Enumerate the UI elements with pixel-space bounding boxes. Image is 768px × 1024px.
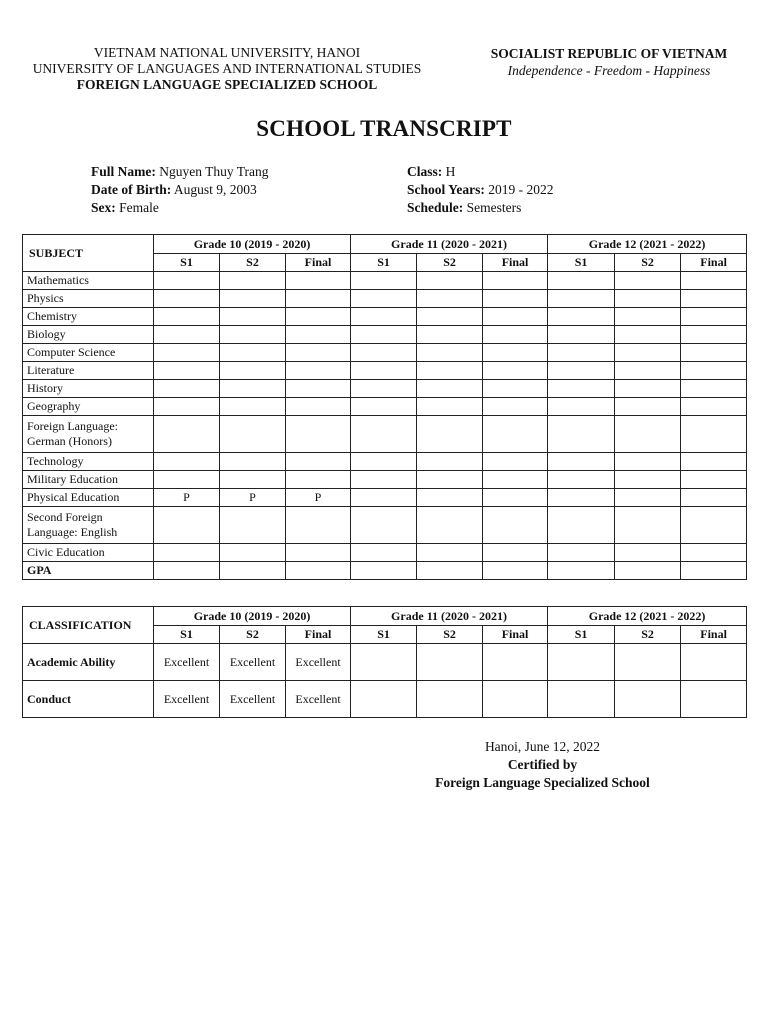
issuer-university: VIETNAM NATIONAL UNIVERSITY, HANOI xyxy=(93,45,361,60)
grade-cell xyxy=(548,416,615,453)
grade-cell xyxy=(286,326,351,344)
schedule-value: Semesters xyxy=(466,200,522,215)
grade-cell xyxy=(681,344,747,362)
classification-cell xyxy=(351,644,417,681)
dob-label: Date of Birth: xyxy=(91,182,172,197)
grade-cell xyxy=(548,326,615,344)
grade-cell xyxy=(548,489,615,507)
period-header: Final xyxy=(286,626,351,644)
grade-cell xyxy=(220,272,286,290)
grade-cell xyxy=(483,507,548,544)
grade-cell xyxy=(417,290,483,308)
classification-cell xyxy=(548,644,615,681)
subject-row xyxy=(23,290,747,308)
grade-cell xyxy=(220,362,286,380)
subject-name: Foreign Language: German (Honors) xyxy=(23,416,154,453)
grade-cell xyxy=(220,380,286,398)
period-header: S2 xyxy=(615,254,681,272)
grade-cell xyxy=(548,308,615,326)
grade-cell xyxy=(681,398,747,416)
grade-cell xyxy=(351,398,417,416)
grades-table xyxy=(22,234,747,580)
grade-cell xyxy=(681,416,747,453)
grade-cell xyxy=(615,380,681,398)
grade-cell: P xyxy=(286,489,351,507)
classification-body xyxy=(23,644,747,718)
subject-name: Mathematics xyxy=(23,272,154,290)
grade-cell xyxy=(483,380,548,398)
period-header: S1 xyxy=(154,626,220,644)
grade-cell xyxy=(286,416,351,453)
grade-cell xyxy=(351,272,417,290)
grade-cell xyxy=(615,471,681,489)
classification-cell xyxy=(417,644,483,681)
grade-cell xyxy=(681,380,747,398)
grade-cell xyxy=(417,453,483,471)
grade-cell xyxy=(483,398,548,416)
grade-cell xyxy=(681,362,747,380)
grade-cell xyxy=(548,453,615,471)
grade-cell xyxy=(154,290,220,308)
grades-body xyxy=(23,272,747,580)
grade-cell xyxy=(615,489,681,507)
grade-cell xyxy=(351,544,417,562)
grade-cell xyxy=(154,344,220,362)
grade-cell xyxy=(483,362,548,380)
national-header xyxy=(478,45,740,79)
classification-label: Academic Ability xyxy=(23,644,154,681)
grade-cell xyxy=(548,471,615,489)
grade-cell xyxy=(351,507,417,544)
classification-header: CLASSIFICATION xyxy=(23,607,154,644)
classification-cell xyxy=(681,681,747,718)
gpa-cell xyxy=(615,562,681,580)
gpa-cell xyxy=(154,562,220,580)
classification-cell: Excellent xyxy=(220,644,286,681)
class-grade-12-header: Grade 12 (2021 - 2022) xyxy=(548,607,747,626)
grade-cell xyxy=(417,416,483,453)
grade-cell xyxy=(154,272,220,290)
grade-cell xyxy=(351,380,417,398)
subject-name: Biology xyxy=(23,326,154,344)
period-header: S1 xyxy=(351,626,417,644)
grade-cell xyxy=(154,362,220,380)
period-header: S2 xyxy=(417,254,483,272)
grade-12-header: Grade 12 (2021 - 2022) xyxy=(548,235,747,254)
issuer-faculty: UNIVERSITY OF LANGUAGES AND INTERNATIONAL STUDIES xyxy=(32,61,422,76)
national-motto: Independence - Freedom - Happiness xyxy=(507,63,711,78)
grade-cell xyxy=(286,544,351,562)
class-grade-10-header: Grade 10 (2019 - 2020) xyxy=(154,607,351,626)
classification-cell xyxy=(483,644,548,681)
grade-cell xyxy=(154,398,220,416)
grade-cell xyxy=(483,290,548,308)
grade-cell xyxy=(154,380,220,398)
grade-cell xyxy=(286,471,351,489)
period-header: Final xyxy=(483,626,548,644)
gpa-row xyxy=(23,562,747,580)
period-header: S1 xyxy=(154,254,220,272)
grade-cell xyxy=(417,308,483,326)
grade-cell xyxy=(220,507,286,544)
grade-cell xyxy=(483,326,548,344)
full-name-value: Nguyen Thuy Trang xyxy=(159,164,269,179)
grade-cell xyxy=(483,272,548,290)
issuer-school: FOREIGN LANGUAGE SPECIALIZED SCHOOL xyxy=(76,77,378,92)
grade-cell xyxy=(615,544,681,562)
period-header: S1 xyxy=(548,254,615,272)
grade-cell xyxy=(615,290,681,308)
classification-cell: Excellent xyxy=(154,681,220,718)
grade-cell xyxy=(154,308,220,326)
grade-cell xyxy=(615,326,681,344)
grade-cell xyxy=(220,290,286,308)
grade-cell xyxy=(154,326,220,344)
grade-cell xyxy=(615,362,681,380)
classification-cell: Excellent xyxy=(154,644,220,681)
grade-cell xyxy=(351,416,417,453)
grade-11-header: Grade 11 (2020 - 2021) xyxy=(351,235,548,254)
grade-cell xyxy=(154,453,220,471)
subject-row xyxy=(23,471,747,489)
grade-cell xyxy=(417,489,483,507)
classification-cell xyxy=(681,644,747,681)
period-header: S2 xyxy=(220,254,286,272)
grade-cell xyxy=(681,544,747,562)
grade-cell xyxy=(548,344,615,362)
student-info-right xyxy=(407,163,554,217)
national-name: SOCIALIST REPUBLIC OF VIETNAM xyxy=(490,46,728,61)
grade-cell xyxy=(417,362,483,380)
grade-cell xyxy=(220,344,286,362)
sex-value: Female xyxy=(119,200,159,215)
class-value: H xyxy=(445,164,456,179)
grade-cell xyxy=(220,326,286,344)
full-name-label: Full Name: xyxy=(91,164,156,179)
dob-value: August 9, 2003 xyxy=(173,182,257,197)
grade-cell xyxy=(351,453,417,471)
gpa-cell xyxy=(286,562,351,580)
grade-cell xyxy=(681,507,747,544)
subject-row xyxy=(23,489,747,507)
subject-row xyxy=(23,380,747,398)
classification-cell: Excellent xyxy=(220,681,286,718)
class-label: Class: xyxy=(407,164,443,179)
grade-cell xyxy=(548,272,615,290)
grade-cell xyxy=(286,362,351,380)
sex-label: Sex: xyxy=(91,200,116,215)
grade-cell xyxy=(483,453,548,471)
subject-row xyxy=(23,416,747,453)
classification-cell xyxy=(548,681,615,718)
grade-cell xyxy=(351,308,417,326)
grade-cell xyxy=(154,544,220,562)
subject-name: Civic Education xyxy=(23,544,154,562)
grade-cell xyxy=(615,344,681,362)
grade-cell xyxy=(681,326,747,344)
issuer-header xyxy=(22,45,432,93)
period-header: S2 xyxy=(417,626,483,644)
classification-cell xyxy=(351,681,417,718)
grade-cell xyxy=(483,489,548,507)
subject-row xyxy=(23,544,747,562)
grade-cell xyxy=(681,453,747,471)
certifying-institution: Foreign Language Specialized School xyxy=(435,775,650,790)
grade-cell xyxy=(154,416,220,453)
student-info-left xyxy=(91,163,269,217)
grade-cell xyxy=(351,489,417,507)
grade-cell xyxy=(286,380,351,398)
gpa-cell xyxy=(220,562,286,580)
grade-cell xyxy=(417,326,483,344)
grade-cell: P xyxy=(154,489,220,507)
subject-name: History xyxy=(23,380,154,398)
gpa-cell xyxy=(351,562,417,580)
grade-cell xyxy=(548,380,615,398)
class-grade-11-header: Grade 11 (2020 - 2021) xyxy=(351,607,548,626)
grade-cell xyxy=(417,398,483,416)
classification-row xyxy=(23,681,747,718)
period-header: S1 xyxy=(351,254,417,272)
grade-cell xyxy=(548,398,615,416)
subject-row xyxy=(23,398,747,416)
period-header: Final xyxy=(681,626,747,644)
grade-cell xyxy=(220,471,286,489)
grade-cell xyxy=(154,507,220,544)
gpa-label: GPA xyxy=(23,562,154,580)
classification-label: Conduct xyxy=(23,681,154,718)
grade-cell xyxy=(351,326,417,344)
grade-cell xyxy=(548,362,615,380)
grade-cell xyxy=(351,471,417,489)
classification-cell: Excellent xyxy=(286,644,351,681)
subject-name: Geography xyxy=(23,398,154,416)
grade-cell: P xyxy=(220,489,286,507)
classification-table xyxy=(22,606,747,718)
signature-block xyxy=(390,738,695,792)
grade-cell xyxy=(483,416,548,453)
grade-cell xyxy=(351,362,417,380)
grade-cell xyxy=(615,507,681,544)
grade-cell xyxy=(286,308,351,326)
classification-row xyxy=(23,644,747,681)
grade-cell xyxy=(286,290,351,308)
classification-cell xyxy=(615,644,681,681)
gpa-cell xyxy=(681,562,747,580)
schedule-label: Schedule: xyxy=(407,200,464,215)
grade-cell xyxy=(417,344,483,362)
grade-cell xyxy=(286,272,351,290)
period-header: S1 xyxy=(548,626,615,644)
subject-row xyxy=(23,507,747,544)
grade-cell xyxy=(220,416,286,453)
grade-cell xyxy=(417,507,483,544)
grade-cell xyxy=(286,453,351,471)
grade-cell xyxy=(483,471,548,489)
grade-cell xyxy=(220,453,286,471)
subject-header: SUBJECT xyxy=(23,235,154,272)
place-date: Hanoi, June 12, 2022 xyxy=(484,739,601,754)
grade-cell xyxy=(220,544,286,562)
document-title: SCHOOL TRANSCRIPT xyxy=(256,116,512,141)
certified-by: Certified by xyxy=(507,757,578,772)
grade-cell xyxy=(615,308,681,326)
classification-cell: Excellent xyxy=(286,681,351,718)
subject-row xyxy=(23,362,747,380)
grade-cell xyxy=(548,290,615,308)
grade-cell xyxy=(681,290,747,308)
grade-cell xyxy=(286,344,351,362)
subject-row xyxy=(23,344,747,362)
grade-cell xyxy=(417,380,483,398)
subject-name: Computer Science xyxy=(23,344,154,362)
gpa-cell xyxy=(483,562,548,580)
subject-row xyxy=(23,308,747,326)
grade-cell xyxy=(548,544,615,562)
classification-cell xyxy=(615,681,681,718)
subject-name: Literature xyxy=(23,362,154,380)
subject-name: Physics xyxy=(23,290,154,308)
gpa-cell xyxy=(548,562,615,580)
grade-cell xyxy=(681,308,747,326)
period-header: Final xyxy=(286,254,351,272)
period-header: S2 xyxy=(615,626,681,644)
years-label: School Years: xyxy=(407,182,485,197)
period-header: S2 xyxy=(220,626,286,644)
subject-row xyxy=(23,272,747,290)
subject-row xyxy=(23,453,747,471)
subject-row xyxy=(23,326,747,344)
grade-cell xyxy=(154,471,220,489)
subject-name: Second Foreign Language: English xyxy=(23,507,154,544)
gpa-cell xyxy=(417,562,483,580)
grade-cell xyxy=(286,398,351,416)
grade-cell xyxy=(417,544,483,562)
classification-cell xyxy=(483,681,548,718)
years-value: 2019 - 2022 xyxy=(488,182,554,197)
grade-cell xyxy=(615,272,681,290)
grade-cell xyxy=(548,507,615,544)
subject-name: Military Education xyxy=(23,471,154,489)
grade-cell xyxy=(351,290,417,308)
grade-cell xyxy=(615,398,681,416)
grade-cell xyxy=(417,272,483,290)
grade-cell xyxy=(351,344,417,362)
grade-10-header: Grade 10 (2019 - 2020) xyxy=(154,235,351,254)
grade-cell xyxy=(483,344,548,362)
grade-cell xyxy=(615,416,681,453)
grade-cell xyxy=(220,398,286,416)
grade-cell xyxy=(681,471,747,489)
period-header: Final xyxy=(681,254,747,272)
classification-cell xyxy=(417,681,483,718)
grade-cell xyxy=(615,453,681,471)
subject-name: Chemistry xyxy=(23,308,154,326)
grade-cell xyxy=(681,489,747,507)
subject-name: Technology xyxy=(23,453,154,471)
grade-cell xyxy=(483,308,548,326)
grade-cell xyxy=(286,507,351,544)
grade-cell xyxy=(220,308,286,326)
grade-cell xyxy=(483,544,548,562)
grade-cell xyxy=(681,272,747,290)
subject-name: Physical Education xyxy=(23,489,154,507)
period-header: Final xyxy=(483,254,548,272)
grade-cell xyxy=(417,471,483,489)
